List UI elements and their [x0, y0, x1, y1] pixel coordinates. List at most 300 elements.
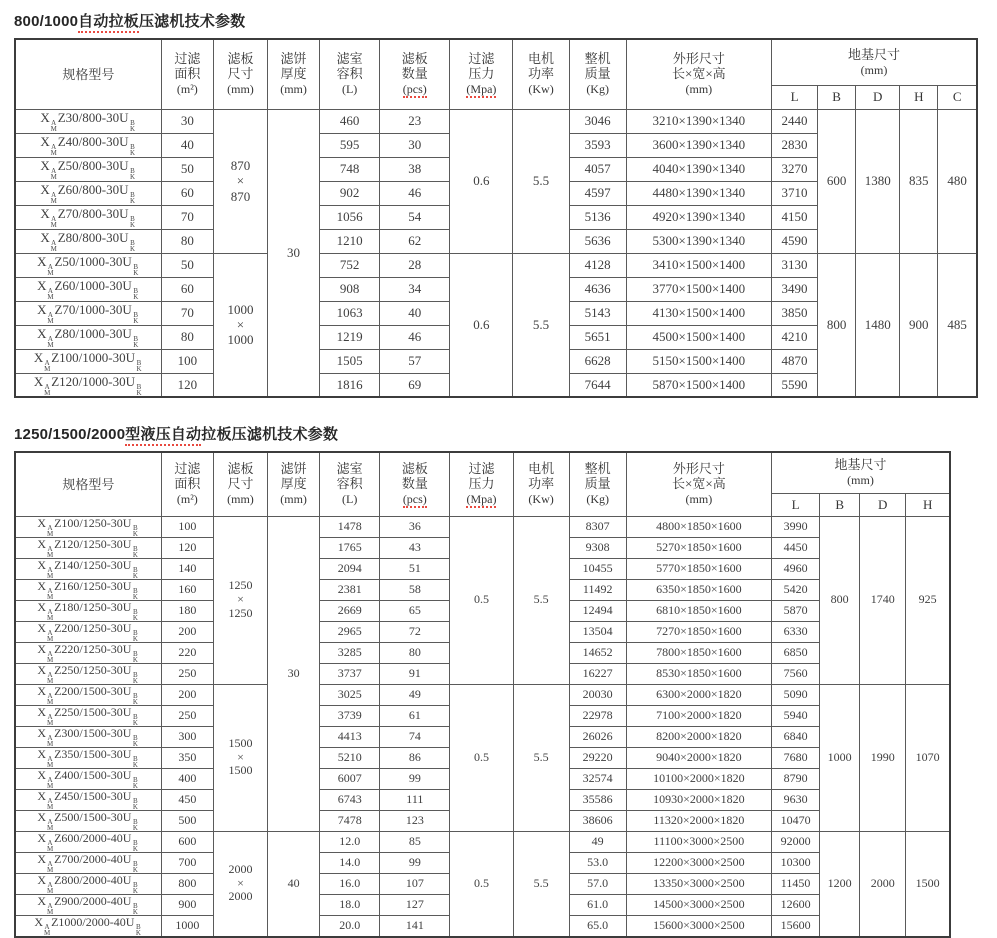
model-option-stack: [46, 630, 54, 642]
header-unit: (mm): [847, 473, 874, 488]
cell-plate-count: 46: [380, 325, 450, 349]
cell-overall-dimensions: 4130×1500×1400: [626, 301, 771, 325]
cell-model: X A M Z60/1000-30U B K: [15, 277, 161, 301]
header-foundation-D: D: [860, 493, 906, 516]
cell-plate-count: 141: [380, 915, 450, 937]
table-body: [15, 516, 950, 937]
header-unit: (mm): [685, 492, 713, 507]
model-option-top: B: [133, 733, 138, 742]
header-unit: (Kw): [528, 492, 554, 507]
cell-filter-pressure: 0.5: [450, 831, 513, 937]
model-option-top: B: [130, 239, 135, 247]
header-model: 规格型号: [15, 39, 161, 109]
model-option-top: B: [133, 775, 138, 784]
cell-model: X A M Z100/1000-30U B K: [15, 349, 161, 373]
cell-foundation-D: 1380: [856, 109, 900, 253]
cell-filter-area: 60: [161, 181, 213, 205]
model-option-stack: [131, 798, 139, 810]
cell-overall-dimensions: 10100×2000×1820: [626, 768, 771, 789]
model-option-top: B: [136, 922, 141, 931]
cell-overall-dimensions: 5770×1850×1600: [626, 558, 771, 579]
cell-chamber-volume: 1505: [320, 349, 380, 373]
model-option-stack: [131, 567, 139, 579]
cell-overall-dimensions: 7100×2000×1820: [626, 705, 771, 726]
cell-plate-count: 51: [380, 558, 450, 579]
model-option-bottom: K: [129, 197, 136, 205]
cell-filter-area: 50: [161, 157, 213, 181]
spec-table-1250-1500-2000: [14, 451, 951, 938]
model-option-bottom: K: [135, 928, 141, 937]
cell-machine-weight: 13504: [569, 621, 626, 642]
header-foundation-B: B: [818, 85, 856, 109]
model-option-stack: [46, 546, 54, 558]
header-unit: (mm): [280, 492, 307, 507]
cell-machine-weight: 4128: [569, 253, 626, 277]
cell-chamber-volume: 595: [320, 133, 380, 157]
cell-model: X A M Z200/1500-30U B K: [15, 684, 161, 705]
model-option-stack: [46, 777, 54, 789]
model-option-bottom: K: [133, 341, 139, 349]
cell-plate-count: 99: [380, 768, 450, 789]
cell-plate-count: 69: [380, 373, 450, 397]
model-option-top: A: [47, 712, 53, 721]
model-option-top: A: [47, 263, 53, 271]
cell-model: X A M Z600/2000-40U B K: [15, 831, 161, 852]
header-dimensions: 外形尺寸 长×宽×高 (mm): [626, 452, 771, 516]
cell-chamber-volume: 14.0: [320, 852, 380, 873]
cell-machine-weight: 14652: [569, 642, 626, 663]
header-unit: (mm): [860, 62, 888, 77]
cell-overall-dimensions: 3410×1500×1400: [626, 253, 771, 277]
cell-chamber-volume: 16.0: [320, 873, 380, 894]
cell-foundation-L: 3710: [772, 181, 818, 205]
model-option-bottom: K: [132, 613, 138, 621]
cell-plate-count: 65: [380, 600, 450, 621]
cell-plate-size: 1500 × 1500: [213, 684, 267, 831]
cell-chamber-volume: 6743: [320, 789, 380, 810]
cell-foundation-L: 5090: [772, 684, 820, 705]
header-pressure: 过滤 压力 (Mpa): [450, 39, 513, 109]
cell-plate-count: 111: [380, 789, 450, 810]
cell-plate-count: 49: [380, 684, 450, 705]
model-option-bottom: K: [133, 269, 139, 277]
cell-motor-power: 5.5: [513, 253, 569, 397]
cell-filter-pressure: 0.5: [450, 684, 513, 831]
cell-plate-count: 36: [380, 516, 450, 537]
model-option-bottom: K: [132, 781, 138, 789]
cell-machine-weight: 53.0: [569, 852, 626, 873]
cell-machine-weight: 22978: [569, 705, 626, 726]
model-option-bottom: M: [50, 149, 57, 157]
cell-foundation-L: 7680: [772, 747, 820, 768]
cell-plate-count: 30: [380, 133, 450, 157]
table-row: [15, 684, 950, 705]
header-unit: (mm): [227, 82, 254, 97]
model-option-top: A: [47, 586, 53, 595]
cell-foundation-B: 1000: [820, 684, 860, 831]
cell-model: X A M Z700/2000-40U B K: [15, 852, 161, 873]
cell-foundation-D: 1990: [860, 684, 906, 831]
model-option-stack: [46, 567, 54, 579]
model-option-top: A: [47, 691, 53, 700]
cell-plate-count: 80: [380, 642, 450, 663]
model-option-top: A: [47, 565, 53, 574]
cell-chamber-volume: 1063: [320, 301, 380, 325]
cell-foundation-L: 8790: [772, 768, 820, 789]
cell-filter-area: 140: [161, 558, 213, 579]
model-option-stack: [46, 651, 54, 663]
model-option-bottom: K: [129, 125, 136, 133]
model-option-top: A: [47, 311, 53, 319]
cell-filter-area: 160: [161, 579, 213, 600]
cell-filter-area: 100: [161, 349, 213, 373]
cell-filter-area: 350: [161, 747, 213, 768]
model-option-bottom: K: [129, 245, 136, 253]
cell-foundation-L: 4870: [772, 349, 818, 373]
model-option-top: B: [133, 691, 138, 700]
cell-overall-dimensions: 4920×1390×1340: [626, 205, 771, 229]
cell-machine-weight: 32574: [569, 768, 626, 789]
model-option-stack: [131, 882, 139, 894]
model-option-top: A: [51, 119, 57, 127]
cell-motor-power: 5.5: [513, 831, 569, 937]
model-option-bottom: M: [46, 823, 54, 831]
cell-filter-area: 70: [161, 301, 213, 325]
header-power: 电机 功率 (Kw): [513, 39, 569, 109]
model-option-bottom: M: [46, 592, 54, 600]
cell-model: X A M Z120/1000-30U B K: [15, 373, 161, 397]
model-option-top: A: [47, 796, 53, 805]
model-option-bottom: K: [132, 529, 138, 537]
cell-chamber-volume: 3025: [320, 684, 380, 705]
model-option-top: A: [47, 649, 53, 658]
model-option-bottom: K: [133, 293, 139, 301]
cell-machine-weight: 5651: [569, 325, 626, 349]
model-option-stack: [132, 312, 140, 324]
cell-overall-dimensions: 12200×3000×2500: [626, 852, 771, 873]
cell-filter-area: 80: [161, 229, 213, 253]
cell-filter-area: 500: [161, 810, 213, 831]
cell-overall-dimensions: 4040×1390×1340: [626, 157, 771, 181]
cell-model: X A M Z250/1500-30U B K: [15, 705, 161, 726]
cell-overall-dimensions: 10930×2000×1820: [626, 789, 771, 810]
cell-foundation-L: 15600: [772, 915, 820, 937]
model-option-bottom: K: [132, 697, 138, 705]
cell-chamber-volume: 902: [320, 181, 380, 205]
model-option-bottom: M: [47, 269, 54, 277]
cell-machine-weight: 3593: [569, 133, 626, 157]
cell-foundation-H: 1500: [906, 831, 950, 937]
model-option-top: A: [47, 523, 53, 532]
model-option-stack: [131, 609, 139, 621]
cell-filter-area: 40: [161, 133, 213, 157]
model-option-top: B: [133, 607, 138, 616]
table-body: [15, 109, 977, 397]
model-option-top: A: [47, 733, 53, 742]
cell-chamber-volume: 1219: [320, 325, 380, 349]
cell-overall-dimensions: 7800×1850×1600: [626, 642, 771, 663]
model-option-stack: [131, 756, 139, 768]
table-row: [15, 516, 950, 537]
model-option-stack: [50, 144, 58, 156]
cell-plate-count: 99: [380, 852, 450, 873]
cell-overall-dimensions: 6810×1850×1600: [626, 600, 771, 621]
model-option-bottom: K: [132, 823, 138, 831]
model-option-top: B: [133, 796, 138, 805]
cell-model: X A M Z140/1250-30U B K: [15, 558, 161, 579]
cell-chamber-volume: 6007: [320, 768, 380, 789]
cell-plate-count: 57: [380, 349, 450, 373]
cell-model: X A M Z450/1500-30U B K: [15, 789, 161, 810]
cell-foundation-L: 5940: [772, 705, 820, 726]
cell-machine-weight: 29220: [569, 747, 626, 768]
header-unit: (Kw): [528, 82, 554, 97]
cell-overall-dimensions: 3600×1390×1340: [626, 133, 771, 157]
cell-plate-size: 1250 × 1250: [213, 516, 267, 684]
cell-filter-area: 450: [161, 789, 213, 810]
model-option-top: A: [47, 287, 53, 295]
model-option-bottom: K: [132, 571, 138, 579]
model-option-bottom: M: [46, 865, 54, 873]
model-option-top: B: [133, 880, 138, 889]
cell-plate-count: 38: [380, 157, 450, 181]
cell-filter-area: 800: [161, 873, 213, 894]
header-foundation-H: H: [906, 493, 950, 516]
cell-filter-area: 700: [161, 852, 213, 873]
cell-foundation-L: 2440: [772, 109, 818, 133]
cell-plate-count: 72: [380, 621, 450, 642]
cell-plate-count: 46: [380, 181, 450, 205]
header-plate: 滤板 尺寸 (mm): [213, 39, 267, 109]
header-unit: (pcs): [402, 492, 427, 507]
model-option-top: A: [51, 191, 57, 199]
model-option-stack: [46, 288, 54, 300]
cell-filter-area: 120: [161, 373, 213, 397]
cell-filter-area: 200: [161, 621, 213, 642]
header-count: 滤板 数量 (pcs): [380, 39, 450, 109]
model-option-stack: [134, 924, 142, 936]
cell-foundation-L: 10470: [772, 810, 820, 831]
model-option-top: B: [133, 287, 139, 295]
cell-chamber-volume: 1056: [320, 205, 380, 229]
model-option-top: B: [133, 901, 138, 910]
header-weight: 整机 质量 (Kg): [569, 452, 626, 516]
model-option-stack: [135, 384, 143, 396]
cell-plate-count: 40: [380, 301, 450, 325]
header-unit: (Mpa): [466, 492, 497, 507]
model-option-top: B: [133, 263, 139, 271]
cell-overall-dimensions: 4800×1850×1600: [626, 516, 771, 537]
cell-overall-dimensions: 4500×1500×1400: [626, 325, 771, 349]
cell-overall-dimensions: 7270×1850×1600: [626, 621, 771, 642]
cell-chamber-volume: 3285: [320, 642, 380, 663]
header-weight: 整机 质量 (Kg): [569, 39, 626, 109]
model-option-top: B: [130, 191, 135, 199]
cell-model: X A M Z120/1250-30U B K: [15, 537, 161, 558]
model-option-stack: [131, 861, 139, 873]
header-foundation-B: B: [820, 493, 860, 516]
header-power: 电机 功率 (Kw): [513, 452, 569, 516]
model-option-bottom: M: [46, 634, 54, 642]
model-option-top: B: [133, 565, 138, 574]
cell-foundation-L: 9630: [772, 789, 820, 810]
model-option-bottom: M: [46, 907, 54, 915]
model-option-stack: [131, 588, 139, 600]
model-option-stack: [131, 819, 139, 831]
cell-model: X A M Z50/1000-30U B K: [15, 253, 161, 277]
model-option-bottom: M: [50, 245, 57, 253]
cell-plate-count: 54: [380, 205, 450, 229]
model-option-stack: [46, 756, 54, 768]
spec-table-800-1000: [14, 38, 978, 398]
cell-filter-area: 120: [161, 537, 213, 558]
cell-overall-dimensions: 3210×1390×1340: [626, 109, 771, 133]
cell-foundation-L: 2830: [772, 133, 818, 157]
cell-filter-area: 400: [161, 768, 213, 789]
model-option-bottom: K: [136, 388, 142, 397]
cell-foundation-H: 835: [900, 109, 938, 253]
header-area: 过滤 面积 (m²): [161, 452, 213, 516]
model-option-bottom: K: [129, 173, 136, 181]
cell-model: X A M Z300/1500-30U B K: [15, 726, 161, 747]
model-option-bottom: M: [46, 697, 54, 705]
model-option-stack: [46, 693, 54, 705]
title-text: 压滤机技术参数: [138, 13, 246, 30]
cell-machine-weight: 4057: [569, 157, 626, 181]
cell-chamber-volume: 2381: [320, 579, 380, 600]
header-row-main: [15, 39, 977, 85]
model-option-stack: [46, 840, 54, 852]
model-option-bottom: M: [46, 613, 54, 621]
cell-machine-weight: 12494: [569, 600, 626, 621]
model-option-top: B: [133, 544, 138, 553]
model-option-top: B: [133, 335, 139, 343]
cell-foundation-L: 6850: [772, 642, 820, 663]
model-option-bottom: M: [50, 197, 57, 205]
cell-machine-weight: 5143: [569, 301, 626, 325]
model-option-bottom: M: [46, 844, 54, 852]
cell-overall-dimensions: 8200×2000×1820: [626, 726, 771, 747]
model-option-stack: [128, 120, 136, 132]
cell-plate-count: 86: [380, 747, 450, 768]
model-option-bottom: K: [133, 317, 139, 325]
model-option-stack: [131, 693, 139, 705]
model-option-top: B: [133, 586, 138, 595]
cell-machine-weight: 61.0: [569, 894, 626, 915]
model-option-bottom: M: [46, 886, 54, 894]
cell-chamber-volume: 4413: [320, 726, 380, 747]
header-count: 滤板 数量 (pcs): [380, 452, 450, 516]
model-option-stack: [46, 882, 54, 894]
cell-overall-dimensions: 9040×2000×1820: [626, 747, 771, 768]
cell-foundation-L: 3490: [772, 277, 818, 301]
cell-model: X A M Z60/800-30U B K: [15, 181, 161, 205]
cell-chamber-volume: 3737: [320, 663, 380, 684]
cell-plate-count: 58: [380, 579, 450, 600]
cell-machine-weight: 5136: [569, 205, 626, 229]
cell-chamber-volume: 1816: [320, 373, 380, 397]
cell-machine-weight: 20030: [569, 684, 626, 705]
cell-foundation-H: 900: [900, 253, 938, 397]
cell-chamber-volume: 908: [320, 277, 380, 301]
cell-foundation-L: 6330: [772, 621, 820, 642]
header-unit: (m²): [176, 492, 198, 507]
cell-machine-weight: 10455: [569, 558, 626, 579]
cell-foundation-L: 5870: [772, 600, 820, 621]
model-option-stack: [46, 312, 54, 324]
cell-foundation-L: 4150: [772, 205, 818, 229]
cell-foundation-B: 600: [818, 109, 856, 253]
cell-plate-count: 127: [380, 894, 450, 915]
model-option-top: A: [44, 382, 50, 391]
cell-foundation-L: 6840: [772, 726, 820, 747]
model-option-bottom: M: [46, 739, 54, 747]
cell-foundation-B: 1200: [820, 831, 860, 937]
cell-foundation-D: 1480: [856, 253, 900, 397]
cell-plate-count: 43: [380, 537, 450, 558]
cell-foundation-L: 3270: [772, 157, 818, 181]
model-option-top: B: [136, 359, 142, 367]
model-option-bottom: M: [47, 293, 54, 301]
model-option-top: A: [47, 607, 53, 616]
cell-machine-weight: 16227: [569, 663, 626, 684]
header-model: 规格型号: [15, 452, 161, 516]
model-option-top: A: [47, 838, 53, 847]
cell-machine-weight: 4597: [569, 181, 626, 205]
cell-machine-weight: 26026: [569, 726, 626, 747]
model-option-top: B: [136, 382, 142, 391]
model-option-stack: [46, 672, 54, 684]
model-option-stack: [43, 360, 51, 372]
model-option-bottom: M: [46, 718, 54, 726]
cell-filter-area: 60: [161, 277, 213, 301]
table-row: [15, 831, 950, 852]
header-foundation-C: C: [938, 85, 977, 109]
model-option-stack: [46, 264, 54, 276]
cell-filter-area: 80: [161, 325, 213, 349]
header-cake: 滤饼 厚度 (mm): [268, 39, 320, 109]
cell-overall-dimensions: 3770×1500×1400: [626, 277, 771, 301]
model-option-bottom: M: [46, 760, 54, 768]
cell-model: X A M Z400/1500-30U B K: [15, 768, 161, 789]
cell-chamber-volume: 2094: [320, 558, 380, 579]
model-option-stack: [128, 144, 136, 156]
cell-model: X A M Z180/1250-30U B K: [15, 600, 161, 621]
model-option-top: B: [130, 215, 135, 223]
cell-model: X A M Z1000/2000-40U B K: [15, 915, 161, 937]
header-foundation-L: L: [772, 85, 818, 109]
header-dimensions: 外形尺寸 长×宽×高 (mm): [626, 39, 771, 109]
model-option-bottom: K: [132, 802, 138, 810]
model-option-bottom: M: [46, 676, 54, 684]
model-option-stack: [131, 672, 139, 684]
cell-plate-size: 2000 × 2000: [213, 831, 267, 937]
cell-plate-count: 28: [380, 253, 450, 277]
model-option-stack: [50, 120, 58, 132]
table-row: [15, 109, 977, 133]
cell-plate-count: 91: [380, 663, 450, 684]
model-option-bottom: K: [132, 655, 138, 663]
header-unit: (L): [341, 82, 358, 97]
model-option-stack: [50, 240, 58, 252]
cell-filter-area: 50: [161, 253, 213, 277]
header-plate: 滤板 尺寸 (mm): [213, 452, 267, 516]
model-option-stack: [46, 588, 54, 600]
cell-chamber-volume: 18.0: [320, 894, 380, 915]
model-option-top: A: [51, 215, 57, 223]
cell-chamber-volume: 1765: [320, 537, 380, 558]
cell-filter-pressure: 0.6: [450, 253, 513, 397]
